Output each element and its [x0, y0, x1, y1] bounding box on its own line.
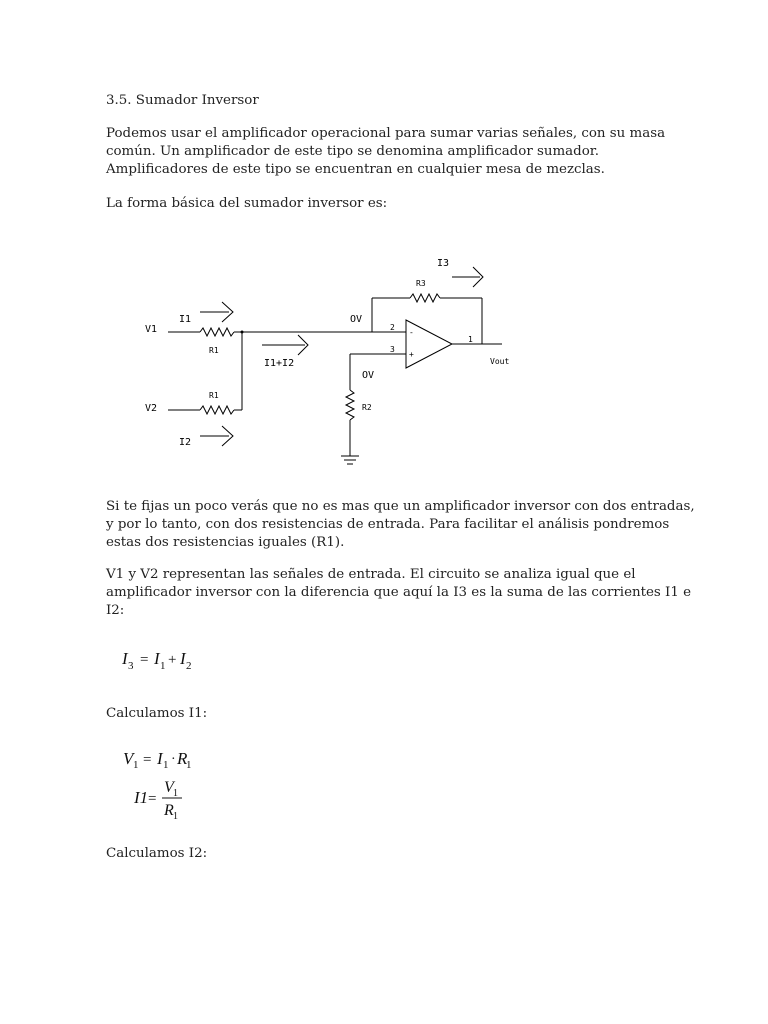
inputs-line: amplificador inversor con la diferencia que aquí la I3 es la suma de las corrientes I1 e	[106, 585, 692, 600]
svg-text:=: =	[148, 791, 157, 807]
analysis-line: estas dos resistencias iguales (R1).	[106, 535, 345, 550]
svg-text:1: 1	[160, 660, 166, 672]
analysis-line: Si te fijas un poco verás que no es mas que un amplificador inversor con dos entradas,	[106, 499, 695, 514]
label-v1: V1	[145, 324, 158, 335]
svg-text:1: 1	[173, 788, 178, 799]
intro-line: común. Un amplificador de este tipo se denomina amplificador sumador.	[106, 144, 599, 159]
svg-text:3: 3	[128, 660, 134, 672]
svg-text:·: ·	[171, 752, 176, 767]
svg-text:I: I	[122, 649, 128, 668]
label-r2: R2	[362, 403, 372, 412]
svg-text:+: +	[168, 652, 177, 668]
svg-text:I: I	[180, 649, 186, 668]
svg-text:V: V	[123, 749, 134, 768]
label-pin-3: 3	[390, 345, 395, 354]
inputs-line: V1 y V2 representan las señales de entrada. El circuito se analiza igual que el	[106, 567, 636, 582]
label-r3: R3	[416, 279, 426, 288]
label-r1-top: R1	[209, 346, 219, 355]
svg-text:=: =	[143, 752, 152, 768]
svg-text:I: I	[154, 649, 160, 668]
svg-text:V: V	[164, 779, 174, 796]
svg-text:1: 1	[186, 759, 192, 771]
equation-i1	[133, 779, 182, 822]
label-v2: V2	[145, 403, 158, 414]
label-pin-1: 1	[468, 335, 473, 344]
svg-text:=: =	[140, 652, 149, 668]
label-i3: I3	[437, 258, 450, 269]
calc-i2-heading: Calculamos I2:	[106, 846, 208, 861]
svg-text:1: 1	[163, 759, 169, 771]
section-heading: 3.5. Sumador Inversor	[106, 93, 259, 108]
label-ov-bottom: OV	[362, 370, 375, 381]
circuit-intro-text: La forma básica del sumador inversor es:	[106, 196, 388, 211]
svg-text:1: 1	[133, 759, 139, 771]
label-vout: Vout	[490, 357, 510, 366]
label-plus: +	[409, 350, 414, 359]
label-i1-plus-i2: I1+I2	[264, 358, 295, 369]
svg-text:1: 1	[173, 811, 178, 822]
label-pin-2: 2	[390, 323, 395, 332]
label-minus: -	[409, 328, 414, 337]
analysis-line: y por lo tanto, con dos resistencias de entrada. Para facilitar el análisis pondremos	[106, 517, 670, 532]
inputs-line: I2:	[106, 603, 125, 618]
svg-text:I1: I1	[134, 788, 149, 807]
intro-line: Amplificadores de este tipo se encuentran en cualquier mesa de mezclas.	[106, 162, 605, 177]
label-i1: I1	[179, 314, 192, 325]
svg-text:2: 2	[186, 660, 192, 672]
label-i2: I2	[179, 437, 192, 448]
label-r1-bottom: R1	[209, 391, 219, 400]
calc-i1-heading: Calculamos I1:	[106, 706, 208, 721]
intro-line: Podemos usar el amplificador operacional para sumar varias señales, con su masa	[106, 126, 666, 141]
equation-i3-sum	[121, 649, 192, 672]
svg-text:I: I	[157, 749, 163, 768]
equation-v1	[123, 749, 192, 771]
label-ov-top: OV	[350, 314, 363, 325]
svg-text:R: R	[177, 749, 188, 768]
svg-text:R: R	[164, 802, 174, 819]
